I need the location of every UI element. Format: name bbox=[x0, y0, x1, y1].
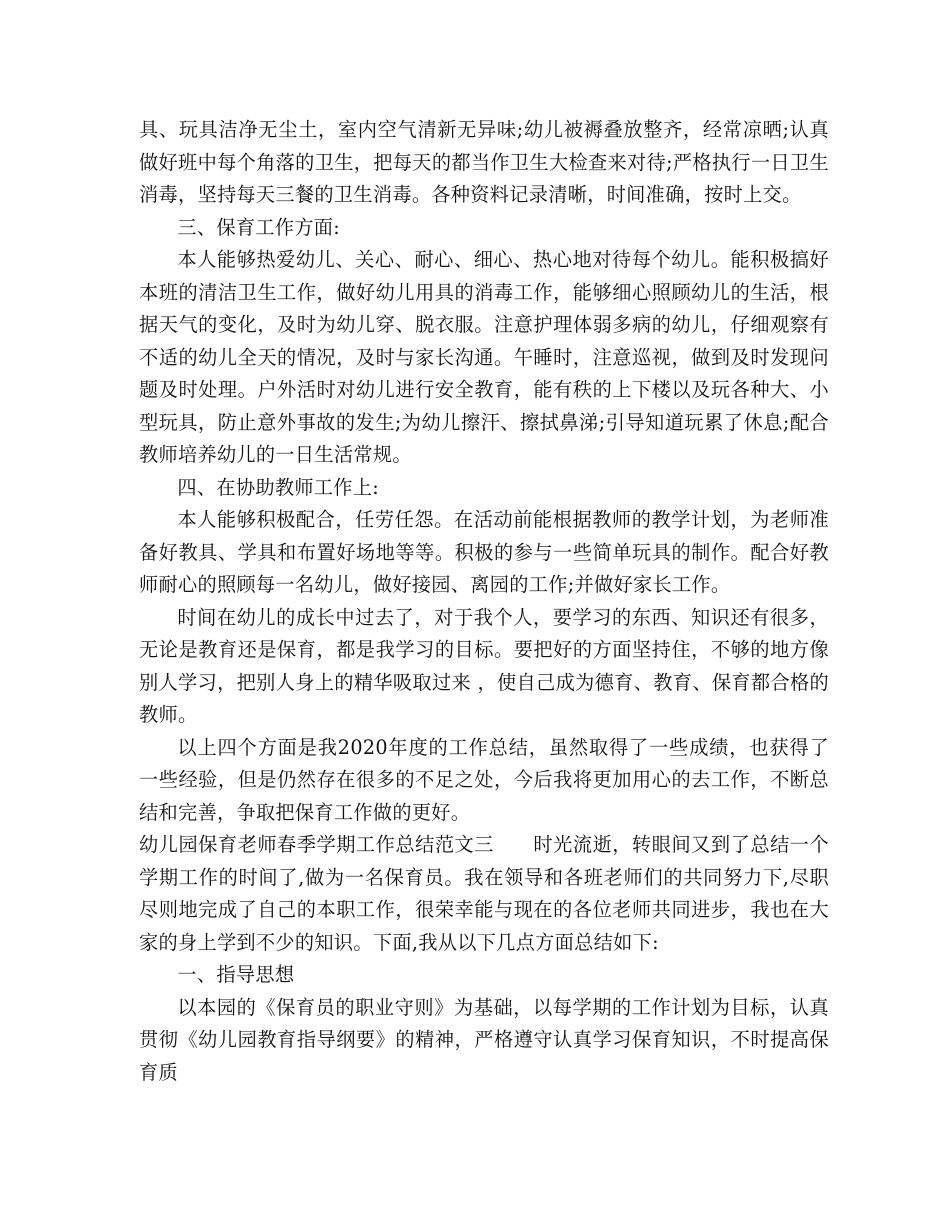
paragraph-guiding-ideology: 以本园的《保育员的职业守则》为基础，以每学期的工作计划为目标，认真贯彻《幼儿园教育指导纲要》的精神，严格遵守认真学习保育知识，不时提高保育质 bbox=[139, 995, 829, 1084]
paragraph-care-work: 本人能够热爱幼儿、关心、耐心、细心、热心地对待每个幼儿。能积极搞好本班的清洁卫生工作，做好幼儿用具的消毒工作，能够细心照顾幼儿的生活，根据天气的变化，及时为幼儿穿、脱衣服。注意护理体弱多病的幼儿，仔细观察有不适的幼儿全天的情况，及时与家长沟通。午睡时，注意巡视，做到及时发现问题及时处理。户外活时对幼儿进行安全教育，能有秩的上下楼以及玩各种大、小型玩具，防止意外事故的发生;为幼儿擦汗、擦拭鼻涕;引导知道玩累了休息;配合教师培养幼儿的一日生活常规。 bbox=[139, 248, 829, 466]
document-body bbox=[139, 114, 829, 1089]
paragraph-summary: 以上四个方面是我2020年度的工作总结，虽然取得了一些成绩，也获得了一些经验，但是仍然存在很多的不足之处，今后我将更加用心的去工作，不断总结和完善，争取把保育工作做的更好。 bbox=[139, 735, 829, 824]
paragraph-reflection: 时间在幼儿的成长中过去了，对于我个人，要学习的东西、知识还有很多，无论是教育还是保育，都是我学习的目标。要把好的方面坚持住，不够的地方像别人学习，把别人身上的精华吸取过来 ，使自己成为德育、教育、保育都合格的教师。 bbox=[139, 605, 829, 726]
heading-care-work: 三、保育工作方面: bbox=[177, 215, 341, 239]
paragraph-assist-teacher: 本人能够积极配合，任劳任怨。在活动前能根据教师的教学计划，为老师准备好教具、学具和布置好场地等等。积极的参与一些简单玩具的制作。配合好教师耐心的照顾每一名幼儿，做好接园、离园的工作;并做好家长工作。 bbox=[139, 508, 829, 596]
paragraph-hygiene-continued: 具、玩具洁净无尘土，室内空气清新无异味;幼儿被褥叠放整齐，经常凉晒;认真做好班中每个角落的卫生，把每天的都当作卫生大检查来对待;严格执行一日卫生消毒，坚持每天三餐的卫生消毒。各种资料记录清晰，时间准确，按时上交。 bbox=[139, 118, 829, 206]
heading-guiding-ideology: 一、指导思想 bbox=[177, 963, 295, 986]
heading-assist-teacher: 四、在协助教师工作上: bbox=[177, 475, 380, 499]
paragraph-sample-three-intro: 幼儿园保育老师春季学期工作总结范文三 时光流逝，转眼间又到了总结一个学期工作的时间了,做为一名保育员。我在领导和各班老师们的共同努力下,尽职尽则地完成了自己的本职工作，很荣幸能与现在的各位老师共同进步，我也在大家的身上学到不少的知识。下面,我从以下几点方面总结如下: bbox=[139, 833, 829, 954]
